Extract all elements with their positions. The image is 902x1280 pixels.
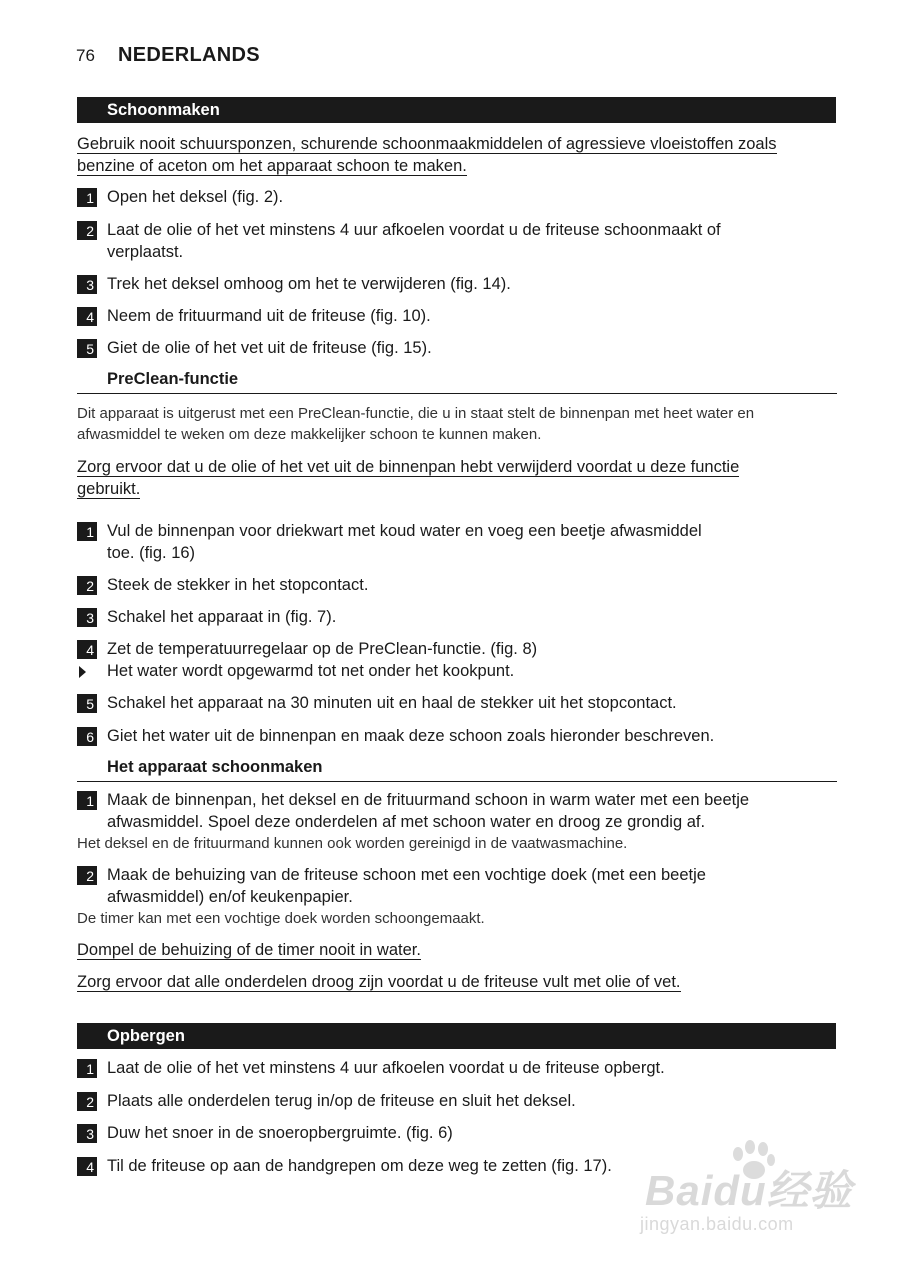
section-heading-opbergen: Opbergen (77, 1023, 836, 1049)
step-text: Laat de olie of het vet minstens 4 uur afkoelen voordat u de friteuse schoonmaakt of (107, 221, 721, 239)
step-text: Neem de frituurmand uit de friteuse (fig. 10). (107, 307, 431, 325)
watermark-brand: Baidu经验 (645, 1167, 853, 1214)
step-number: 3 (77, 275, 97, 294)
step-text: Zet de temperatuurregelaar op de PreClean-functie. (fig. 8) (107, 640, 538, 658)
step-text: Vul de binnenpan voor driekwart met koud water en voeg een beetje afwasmiddel (107, 522, 702, 540)
step-number: 4 (77, 640, 97, 659)
step-item (77, 338, 837, 360)
warning-text: Gebruik nooit schuursponzen, schurende schoonmaakmiddelen of agressieve vloeistoffen zoals benzine of aceton om het apparaat schoon te maken. (77, 135, 777, 175)
warning-text: Dompel de behuizing of de timer nooit in water. (77, 941, 421, 959)
step-note: Het deksel en de frituurmand kunnen ook worden gereinigd in de vaatwasmachine. (77, 835, 628, 852)
watermark (640, 1140, 860, 1250)
step-text: Giet het water uit de binnenpan en maak deze schoon zoals hieronder beschreven. (107, 727, 715, 745)
step-text: Schakel het apparaat na 30 minuten uit en haal de stekker uit het stopcontact. (107, 694, 677, 712)
step-text: Schakel het apparaat in (fig. 7). (107, 608, 337, 626)
subheading-preclean: PreClean-functie (107, 370, 239, 388)
step-text-cont: afwasmiddel. Spoel deze onderdelen af met schoon water en droog ze grondig af. (107, 812, 706, 831)
warning-text: Zorg ervoor dat u de olie of het vet uit de binnenpan hebt verwijderd voordat u deze functie gebruikt. (77, 458, 740, 498)
step-item (77, 274, 837, 296)
step-number: 1 (77, 791, 97, 810)
step-text: Steek de stekker in het stopcontact. (107, 576, 369, 594)
step-number: 4 (77, 307, 97, 326)
step-number: 3 (77, 1124, 97, 1143)
step-item (77, 575, 837, 597)
step-text-cont: toe. (fig. 16) (107, 543, 196, 562)
step-text-cont: afwasmiddel) en/of keukenpapier. (107, 887, 353, 906)
result-bullet-icon (79, 666, 86, 678)
step-number: 1 (77, 522, 97, 541)
step-text: Trek het deksel omhoog om het te verwijderen (fig. 14). (107, 275, 511, 293)
step-number: 5 (77, 694, 97, 713)
step-item (77, 306, 837, 328)
step-item (77, 865, 837, 908)
step-number: 4 (77, 1157, 97, 1176)
warning-text: Zorg ervoor dat alle onderdelen droog zijn voordat u de friteuse vult met olie of vet. (77, 973, 681, 991)
step-item (77, 639, 837, 682)
watermark-url: jingyan.baidu.com (640, 1214, 794, 1234)
step-number: 5 (77, 339, 97, 358)
step-text-cont: verplaatst. (107, 242, 184, 261)
step-item (77, 693, 837, 715)
step-number: 1 (77, 1059, 97, 1078)
step-number: 2 (77, 1092, 97, 1111)
step-text: Duw het snoer in de snoeropbergruimte. (fig. 6) (107, 1124, 453, 1142)
step-text: Open het deksel (fig. 2). (107, 188, 284, 206)
step-item (77, 187, 837, 209)
step-number: 6 (77, 727, 97, 746)
page-number: 76 (76, 46, 95, 65)
result-line (77, 661, 837, 683)
step-number: 3 (77, 608, 97, 627)
step-text: Maak de binnenpan, het deksel en de frituurmand schoon in warm water met een beetje (107, 791, 750, 809)
step-item (77, 726, 837, 748)
step-item (77, 1091, 837, 1113)
step-item (77, 521, 837, 564)
step-text: Til de friteuse op aan de handgrepen om deze weg te zetten (fig. 17). (107, 1157, 612, 1175)
step-number: 2 (77, 866, 97, 885)
step-number: 2 (77, 221, 97, 240)
step-item (77, 220, 837, 263)
language-heading: NEDERLANDS (118, 44, 260, 66)
step-number: 2 (77, 576, 97, 595)
step-text: Maak de behuizing van de friteuse schoon met een vochtige doek (met een beetje (107, 866, 706, 884)
subheading-rule (77, 781, 837, 782)
step-item (77, 790, 837, 833)
step-text: Laat de olie of het vet minstens 4 uur afkoelen voordat u de friteuse opbergt. (107, 1059, 665, 1077)
step-text: Giet de olie of het vet uit de friteuse (fig. 15). (107, 339, 432, 357)
result-text: Het water wordt opgewarmd tot net onder het kookpunt. (107, 661, 515, 680)
step-note: De timer kan met een vochtige doek worden schoongemaakt. (77, 910, 485, 927)
preclean-intro: Dit apparaat is uitgerust met een PreClean-functie, die u in staat stelt de binnenpan met heet water en afwasmiddel te weken om deze makkelijker schoon te kunnen maken. (77, 405, 755, 443)
section-heading-schoonmaken: Schoonmaken (77, 97, 836, 123)
step-text: Plaats alle onderdelen terug in/op de friteuse en sluit het deksel. (107, 1092, 576, 1110)
step-item (77, 1058, 837, 1080)
step-item (77, 607, 837, 629)
subheading-apparaat: Het apparaat schoonmaken (107, 758, 323, 776)
subheading-rule (77, 393, 837, 394)
step-number: 1 (77, 188, 97, 207)
